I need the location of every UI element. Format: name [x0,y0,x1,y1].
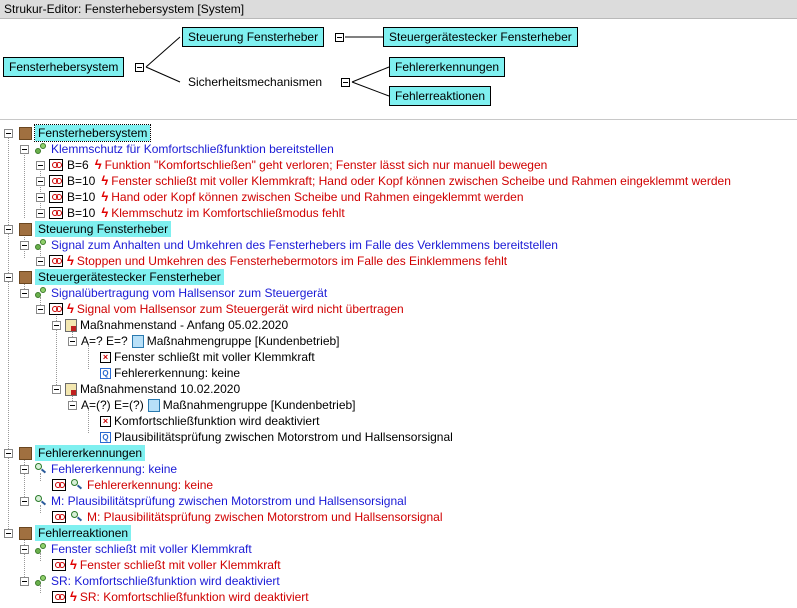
failure-icon [49,207,63,219]
collapse-toggle[interactable] [4,225,13,234]
failure-icon [52,511,66,523]
measure-state-icon [65,383,77,396]
tree-item-label: Maßnahmengruppe [Kundenbetrieb] [162,398,356,412]
function-icon [34,238,48,252]
tree-item-label: SR: Komfortschließfunktion wird deaktiviert [79,590,309,604]
lightning-icon: ϟ [101,205,109,220]
tree-item-label: Klemmschutz für Komfortschließfunktion bereitstellen [51,142,334,156]
failure-icon [49,303,63,315]
tree-item-label: Plausibilitätsprüfung zwischen Motorstrom und Hallsensorsignal [114,430,453,444]
tree-row-detection[interactable] [20,493,407,509]
detection-icon [70,510,84,524]
structure-tree [0,124,797,608]
measure-group-icon [132,335,144,348]
tree-item-label: Fenster schließt mit voller Klemmkraft; Hand oder Kopf können zwischen Scheibe und Rahmen eingeklemmt werden [111,174,731,188]
tree-row-measure-state[interactable] [52,317,288,333]
detection-measure-icon: Q [100,432,111,443]
diagram-node-fehlererkennungen[interactable]: Fehlererkennungen [389,57,505,77]
tree-item-label: Fenster schließt mit voller Klemmkraft [51,542,252,556]
avoidance-measure-icon: × [100,416,111,427]
lightning-icon: ϟ [70,557,77,572]
tree-item-label: Signal zum Anhalten und Umkehren des Fensterhebers im Falle des Verklemmens bereitstellen [51,238,558,252]
failure-icon [52,591,66,603]
collapse-toggle-steuerung[interactable] [335,33,344,42]
tree-item-label: Fensterhebersystem [35,125,150,141]
failure-icon [49,159,63,171]
diagram-node-stecker[interactable]: Steuergerätestecker Fensterheber [383,27,578,47]
structure-diagram [0,20,797,120]
measure-state-icon [65,319,77,332]
severity-value: B=10 [67,206,96,220]
tree-row-function[interactable] [20,141,334,157]
tree-row-avoidance-measure[interactable] [100,349,315,365]
tree-item-label: Maßnahmenstand 10.02.2020 [80,382,241,396]
diagram-node-steuerung[interactable]: Steuerung Fensterheber [182,27,324,47]
failure-icon [52,559,66,571]
collapse-toggle[interactable] [68,337,77,346]
tree-item-label: Maßnahmenstand - Anfang 05.02.2020 [80,318,289,332]
tree-item-label: Funktion "Komfortschließen" geht verloren; Fenster lässt sich nur manuell bewegen [104,158,548,172]
diagram-node-root[interactable]: Fensterhebersystem [3,57,124,77]
collapse-toggle-root[interactable] [135,63,144,72]
collapse-toggle[interactable] [36,209,45,218]
tree-item-label: Hand oder Kopf können zwischen Scheibe und Rahmen eingeklemmt werden [111,190,524,204]
collapse-toggle[interactable] [36,257,45,266]
tree-row-detection-measure[interactable] [100,365,240,381]
detection-measure-icon: Q [100,368,111,379]
tree-row-function[interactable] [20,237,558,253]
collapse-toggle[interactable] [52,321,61,330]
window-title: Strukur-Editor: Fensterhebersystem [System] [0,0,797,19]
rating-value: A=? E=? [81,334,128,348]
collapse-toggle[interactable] [4,529,13,538]
tree-item-label: Signal vom Hallsensor zum Steuergerät wird nicht übertragen [76,302,404,316]
collapse-toggle[interactable] [52,385,61,394]
tree-item-label: M: Plausibilitätsprüfung zwischen Motorstrom und Hallsensorsignal [87,510,443,524]
system-element-icon [19,271,32,284]
rating-value: A=(?) E=(?) [81,398,144,412]
tree-row-measure-group[interactable] [68,397,356,413]
failure-icon [49,175,63,187]
tree-item-label: Fehlererkennung: keine [114,366,241,380]
collapse-toggle-sicherheit[interactable] [341,78,350,87]
system-element-icon [19,223,32,236]
collapse-toggle[interactable] [20,465,29,474]
tree-row-measure-group[interactable] [68,333,340,349]
lightning-icon: ϟ [101,189,109,204]
collapse-toggle[interactable] [4,129,13,138]
tree-row-failure[interactable] [36,205,345,221]
detection-icon [34,462,48,476]
collapse-toggle[interactable] [20,545,29,554]
diagram-node-sicherheit[interactable]: Sicherheitsmechanismen [188,75,323,89]
tree-row-detection-measure[interactable] [100,429,453,445]
tree-row-failure[interactable] [36,253,507,269]
tree-row-avoidance-measure[interactable] [100,413,319,429]
tree-item-label: M: Plausibilitätsprüfung zwischen Motorstrom und Hallsensorsignal [51,494,407,508]
tree-item-label: Fehlererkennung: keine [51,462,178,476]
collapse-toggle[interactable] [4,449,13,458]
tree-item-label: Steuergerätestecker Fensterheber [35,269,224,285]
tree-row-failure[interactable] [36,157,547,173]
severity-value: B=10 [67,174,96,188]
tree-row-fehlerreaktionen[interactable] [4,525,131,541]
tree-item-label: Fenster schließt mit voller Klemmkraft [114,350,315,364]
system-element-icon [19,527,32,540]
tree-row-failure[interactable] [36,173,731,189]
tree-row-reaction-failure[interactable] [52,557,281,573]
tree-item-label: Fenster schließt mit voller Klemmkraft [79,558,281,572]
tree-row-fehlererkennungen[interactable] [4,445,145,461]
collapse-toggle[interactable] [68,401,77,410]
reaction-icon [34,574,48,588]
tree-item-label: Fehlerreaktionen [35,525,131,541]
severity-value: B=10 [67,190,96,204]
tree-item-label: Stoppen und Umkehren des Fensterhebermotors im Falle des Einklemmens fehlt [76,254,508,268]
function-icon [34,142,48,156]
failure-icon [49,255,63,267]
lightning-icon: ϟ [67,253,74,268]
collapse-toggle[interactable] [4,273,13,282]
tree-row-function[interactable] [20,285,327,301]
collapse-toggle[interactable] [36,193,45,202]
failure-icon [49,191,63,203]
tree-item-label: Fehlererkennung: keine [87,478,214,492]
collapse-toggle[interactable] [36,177,45,186]
reaction-icon [34,542,48,556]
tree-row-detection[interactable] [20,461,177,477]
tree-item-label: Maßnahmengruppe [Kundenbetrieb] [146,334,340,348]
tree-item-label: Fehlererkennungen [35,445,145,461]
tree-row-stecker[interactable] [4,269,224,285]
tree-row-failure[interactable] [36,301,404,317]
tree-row-steuerung[interactable] [4,221,171,237]
tree-item-label: SR: Komfortschließfunktion wird deaktiviert [51,574,280,588]
detection-icon [34,494,48,508]
tree-row-detection-failure[interactable] [52,477,213,493]
lightning-icon: ϟ [70,589,77,604]
divider [0,119,797,120]
avoidance-measure-icon: × [100,352,111,363]
tree-item-label: Signalübertragung vom Hallsensor zum Steuergerät [51,286,328,300]
failure-icon [52,479,66,491]
tree-row-fensterhebersystem[interactable] [4,125,150,141]
collapse-toggle[interactable] [20,145,29,154]
tree-row-detection-failure[interactable] [52,509,443,525]
function-icon [34,286,48,300]
system-element-icon [19,127,32,140]
tree-row-measure-state[interactable] [52,381,240,397]
lightning-icon: ϟ [94,157,102,172]
collapse-toggle[interactable] [20,577,29,586]
tree-item-label: Komfortschließfunktion wird deaktiviert [114,414,320,428]
detection-icon [70,478,84,492]
tree-row-reaction[interactable] [20,541,252,557]
measure-group-icon [148,399,160,412]
collapse-toggle[interactable] [36,305,45,314]
lightning-icon: ϟ [67,301,74,316]
tree-item-label: Klemmschutz im Komfortschließmodus fehlt [111,206,345,220]
lightning-icon: ϟ [101,173,109,188]
tree-item-label: Steuerung Fensterheber [35,221,171,237]
collapse-toggle[interactable] [36,161,45,170]
tree-row-failure[interactable] [36,189,524,205]
system-element-icon [19,447,32,460]
collapse-toggle[interactable] [20,497,29,506]
collapse-toggle[interactable] [20,289,29,298]
tree-row-reaction-failure[interactable] [52,589,309,605]
tree-row-reaction[interactable] [20,573,280,589]
severity-value: B=6 [67,158,89,172]
diagram-node-fehlerreaktionen[interactable]: Fehlerreaktionen [389,86,491,106]
collapse-toggle[interactable] [20,241,29,250]
